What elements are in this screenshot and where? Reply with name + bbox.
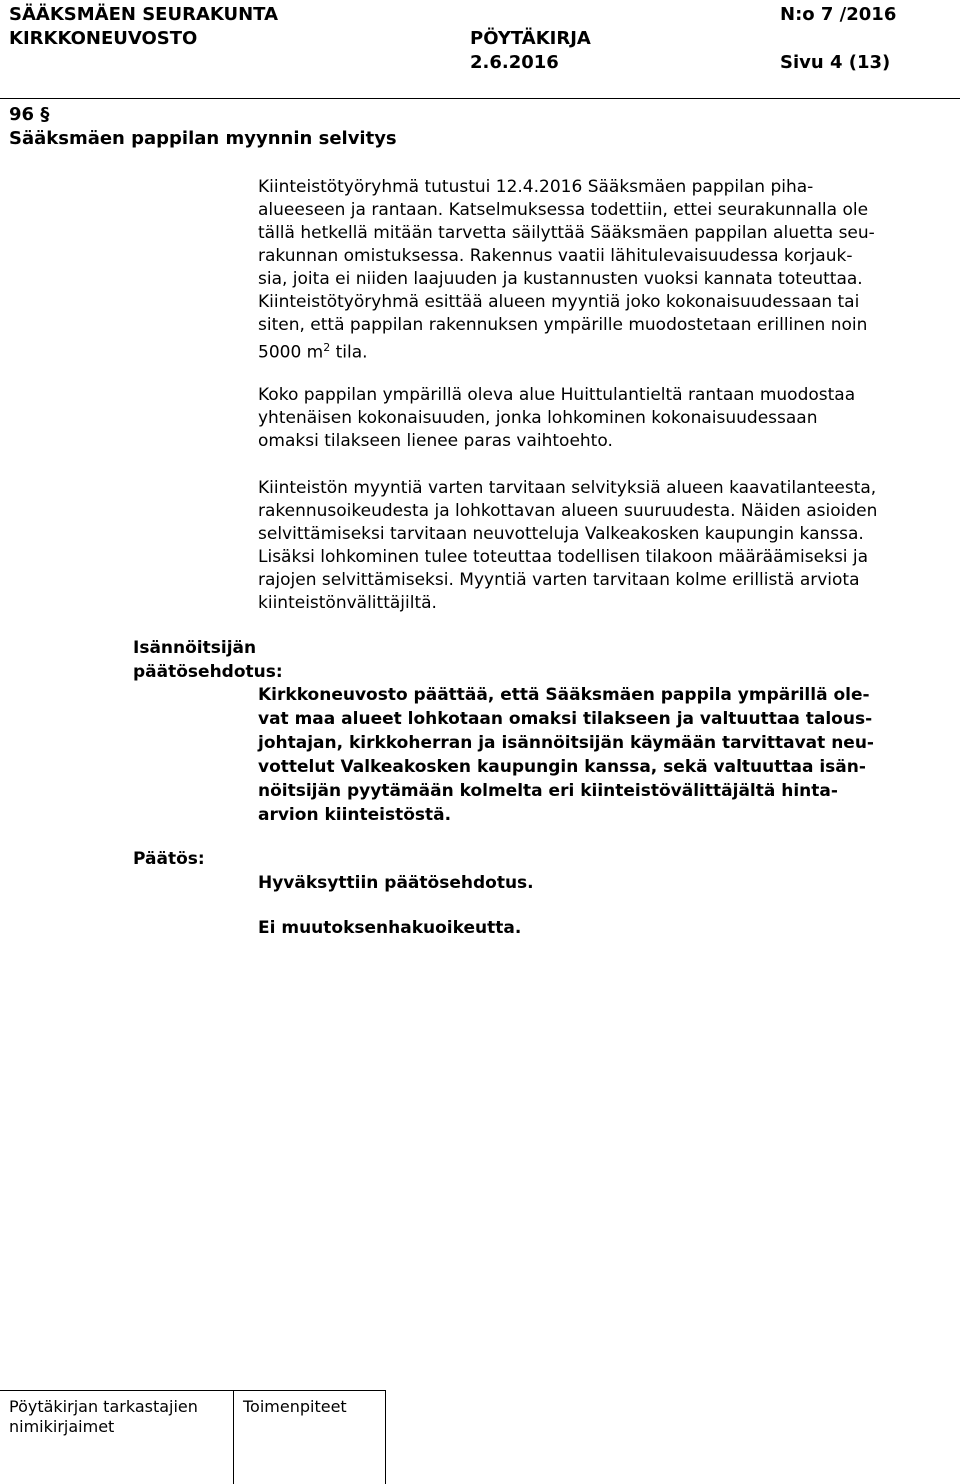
paragraph-line-area bbox=[258, 337, 368, 364]
proposal-line: vottelut Valkeakosken kaupungin kanssa, sekä valtuuttaa isän- bbox=[258, 757, 866, 777]
meeting-date: 2.6.2016 bbox=[470, 52, 559, 73]
paragraph-line: Kiinteistön myyntiä varten tarvitaan selvityksiä alueen kaavatilanteesta, bbox=[258, 478, 877, 498]
proposal-label-line2: päätösehdotus: bbox=[133, 662, 283, 682]
paragraph-line: tällä hetkellä mitään tarvetta säilyttää Sääksmäen pappilan aluetta seu- bbox=[258, 223, 875, 243]
section-number-value: 96 bbox=[9, 104, 35, 125]
paragraph-line: Kiinteistötyöryhmä esittää alueen myyntiä joko kokonaisuudessaan tai bbox=[258, 292, 860, 312]
paragraph-line: kiinteistönvälittäjiltä. bbox=[258, 593, 437, 613]
appeal-notice: Ei muutoksenhakuoikeutta. bbox=[258, 918, 522, 938]
actions-label: Toimenpiteet bbox=[243, 1397, 347, 1416]
paragraph-line: omaksi tilakseen lienee paras vaihtoehto. bbox=[258, 431, 613, 451]
proposal-line: vat maa alueet lohkotaan omaksi tilakseen ja valtuuttaa talous- bbox=[258, 709, 873, 729]
paragraph-line: rajojen selvittämiseksi. Myyntiä varten tarvitaan kolme erillistä arviota bbox=[258, 570, 860, 590]
actions-box bbox=[234, 1390, 386, 1484]
paragraph-line: yhtenäisen kokonaisuuden, jonka lohkominen kokonaisuudessaan bbox=[258, 408, 818, 428]
area-value: 5000 m bbox=[258, 342, 324, 363]
document-number: N:o 7 /2016 bbox=[780, 4, 897, 25]
paragraph-line: Lisäksi lohkominen tulee toteuttaa todellisen tilakoon määräämiseksi ja bbox=[258, 547, 869, 567]
decision-label: Päätös: bbox=[133, 849, 205, 869]
paragraph-line: siten, että pappilan rakennuksen ympärille muodostetaan erillinen noin bbox=[258, 315, 868, 335]
section-number bbox=[9, 104, 49, 125]
paragraph-line: Koko pappilan ympärillä oleva alue Huittulantieltä rantaan muodostaa bbox=[258, 385, 856, 405]
header-divider bbox=[0, 98, 960, 99]
proposal-line: nöitsijän pyytämään kolmelta eri kiinteistövälittäjältä hinta- bbox=[258, 781, 838, 801]
paragraph-line: Kiinteistötyöryhmä tutustui 12.4.2016 Sääksmäen pappilan piha- bbox=[258, 177, 814, 197]
proposal-line: arvion kiinteistöstä. bbox=[258, 805, 452, 825]
area-exponent: 2 bbox=[323, 341, 331, 354]
signatures-label-line1: Pöytäkirjan tarkastajien bbox=[9, 1397, 198, 1416]
page-number: Sivu 4 (13) bbox=[780, 52, 891, 73]
area-suffix: tila. bbox=[330, 342, 368, 363]
decision-line: Hyväksyttiin päätösehdotus. bbox=[258, 873, 534, 893]
signatures-box bbox=[0, 1390, 234, 1484]
paragraph-line: rakennusoikeudesta ja lohkottavan alueen suuruudesta. Näiden asioiden bbox=[258, 501, 878, 521]
body-name: KIRKKONEUVOSTO bbox=[9, 28, 198, 49]
proposal-line: johtajan, kirkkoherran ja isännöitsijän käymään tarvittavat neu- bbox=[258, 733, 874, 753]
paragraph-line: selvittämiseksi tarvitaan neuvotteluja Valkeakosken kaupungin kanssa. bbox=[258, 524, 864, 544]
organization-name: SÄÄKSMÄEN SEURAKUNTA bbox=[9, 4, 278, 25]
document-type: PÖYTÄKIRJA bbox=[470, 28, 591, 49]
section-sign: § bbox=[40, 104, 50, 125]
paragraph-line: alueeseen ja rantaan. Katselmuksessa todettiin, ettei seurakunnalla ole bbox=[258, 200, 869, 220]
paragraph-line: rakunnan omistuksessa. Rakennus vaatii lähitulevaisuudessa korjauk- bbox=[258, 246, 853, 266]
paragraph-line: sia, joita ei niiden laajuuden ja kustannusten vuoksi kannata toteuttaa. bbox=[258, 269, 863, 289]
proposal-label-line1: Isännöitsijän bbox=[133, 638, 257, 658]
proposal-line: Kirkkoneuvosto päättää, että Sääksmäen pappila ympärillä ole- bbox=[258, 685, 870, 705]
signatures-label-line2: nimikirjaimet bbox=[9, 1417, 115, 1436]
section-title: Sääksmäen pappilan myynnin selvitys bbox=[9, 128, 397, 149]
